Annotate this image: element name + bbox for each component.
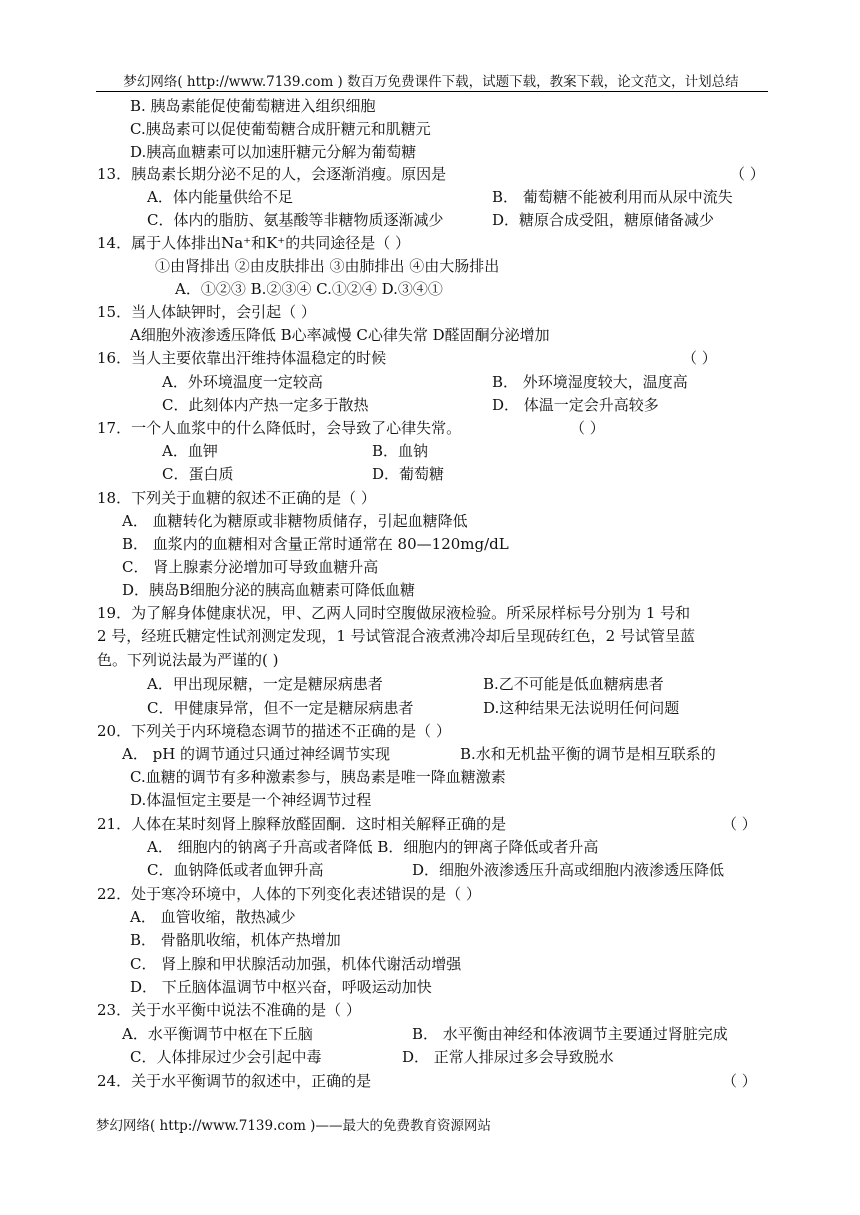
- q18-option-b: B． 血浆内的血糖相对含量正常时通常在 80—120mg/dL: [122, 535, 509, 553]
- q14-items: ①由肾排出 ②由皮肤排出 ③由肺排出 ④由大肠排出: [155, 257, 500, 275]
- q24-stem: 24．关于水平衡调节的叙述中，正确的是: [97, 1072, 372, 1090]
- q19-stem-line1: 19．为了解身体健康状况，甲、乙两人同时空腹做尿液检验。所采尿样标号分别为 1 号和: [97, 604, 691, 622]
- header-divider: [96, 91, 768, 92]
- q18-option-a: A． 血糖转化为糖原或非糖物质储存，引起血糖降低: [122, 512, 468, 530]
- q17-option-c: C．蛋白质: [162, 465, 234, 483]
- q19-stem-line3: 色。下列说法最为严谨的( ): [97, 651, 279, 669]
- q16-option-a: A．外环境温度一定较高: [162, 373, 323, 391]
- q21-stem: 21．人体在某时刻肾上腺释放醛固酮．这时相关解释正确的是: [97, 815, 507, 833]
- q19-option-c: C．甲健康异常，但不一定是糖尿病患者: [147, 699, 414, 717]
- q17-option-a: A．血钾: [162, 442, 218, 460]
- q16-answer-blank: （ ）: [682, 349, 717, 367]
- q21-option-c: C．血钠降低或者血钾升高: [147, 861, 324, 879]
- q23-option-c: C．人体排尿过少会引起中毒: [130, 1048, 322, 1066]
- q21-option-d: D．细胞外液渗透压升高或细胞内液渗透压降低: [412, 861, 725, 879]
- q24-answer-blank: （ ）: [722, 1072, 757, 1090]
- q16-option-d: D． 体温一定会升高较多: [492, 396, 659, 414]
- q13-option-a: A．体内能量供给不足: [147, 188, 293, 206]
- q20-option-b: B.水和无机盐平衡的调节是相互联系的: [460, 745, 716, 763]
- q21-options-ab: A． 细胞内的钠离子升高或者降低 B．细胞内的钾离子降低或者升高: [147, 838, 599, 856]
- q23-option-b: B． 水平衡由神经和体液调节主要通过肾脏完成: [412, 1025, 728, 1043]
- q19-option-a: A．甲出现尿糖，一定是糖尿病患者: [147, 675, 383, 693]
- q14-options: A．①②③ B.②③④ C.①②④ D.③④①: [175, 280, 443, 298]
- q19-option-d: D.这种结果无法说明任何问题: [483, 699, 680, 717]
- q17-answer-blank: （ ）: [570, 419, 605, 437]
- q13-stem: 13．胰岛素长期分泌不足的人，会逐渐消瘦。原因是: [97, 165, 447, 183]
- q22-option-d: D． 下丘脑体温调节中枢兴奋，呼吸运动加快: [130, 978, 432, 996]
- q23-option-a: A．水平衡调节中枢在下丘脑: [122, 1025, 313, 1043]
- q22-option-c: C． 肾上腺和甲状腺活动加强，机体代谢活动增强: [130, 955, 462, 973]
- q15-options: A细胞外液渗透压降低 B心率减慢 C心律失常 D醛固酮分泌增加: [130, 326, 550, 344]
- q13-option-b: B． 葡萄糖不能被利用而从尿中流失: [492, 188, 733, 206]
- q18-stem: 18．下列关于血糖的叙述不正确的是（ ）: [97, 489, 376, 507]
- q22-option-a: A． 血管收缩，散热减少: [130, 908, 296, 926]
- q17-option-d: D．葡萄糖: [372, 465, 445, 483]
- q16-option-c: C．此刻体内产热一定多于散热: [162, 396, 369, 414]
- q23-stem: 23．关于水平衡中说法不准确的是（ ）: [97, 1001, 361, 1019]
- page-header: 梦幻网络( http://www.7139.com ) 数百万免费课件下载，试题下载，教案下载，论文范文，计划总结: [123, 74, 739, 90]
- q12-option-c: C.胰岛素可以促使葡萄糖合成肝糖元和肌糖元: [130, 120, 431, 138]
- q16-stem: 16．当人主要依靠出汗维持体温稳定的时候: [97, 349, 387, 367]
- q13-option-c: C．体内的脂肪、氨基酸等非糖物质逐渐减少: [147, 211, 444, 229]
- q19-option-b: B.乙不可能是低血糖病患者: [483, 675, 664, 693]
- q18-option-d: D．胰岛B细胞分泌的胰高血糖素可降低血糖: [122, 581, 416, 599]
- q13-option-d: D．糖原合成受阻，糖原储备减少: [492, 211, 715, 229]
- q18-option-c: C． 肾上腺素分泌增加可导致血糖升高: [122, 558, 379, 576]
- q21-answer-blank: （ ）: [722, 815, 757, 833]
- q17-option-b: B．血钠: [372, 442, 429, 460]
- q16-option-b: B． 外环境湿度较大，温度高: [492, 373, 688, 391]
- page-footer: 梦幻网络( http://www.7139.com )——最大的免费教育资源网站: [96, 1118, 491, 1134]
- q20-stem: 20．下列关于内环境稳态调节的描述不正确的是（ ）: [97, 722, 451, 740]
- q15-stem: 15．当人体缺钾时，会引起（ ）: [97, 303, 316, 321]
- q17-stem: 17．一个人血浆中的什么降低时，会导致了心律失常。: [97, 419, 462, 437]
- q14-stem: 14．属于人体排出Na⁺和K⁺的共同途径是（ ）: [97, 234, 410, 252]
- q20-option-d: D.体温恒定主要是一个神经调节过程: [130, 791, 372, 809]
- q12-option-d: D.胰高血糖素可以加速肝糖元分解为葡萄糖: [130, 143, 417, 161]
- q22-option-b: B． 骨骼肌收缩，机体产热增加: [130, 931, 341, 949]
- q20-option-c: C.血糖的调节有多种激素参与，胰岛素是唯一降血糖激素: [130, 768, 506, 786]
- q20-option-a: A． pH 的调节通过只通过神经调节实现: [122, 745, 391, 763]
- q13-answer-blank: （ ）: [730, 165, 765, 183]
- q12-option-b: B. 胰岛素能促使葡萄糖进入组织细胞: [130, 97, 376, 115]
- q19-stem-line2: 2 号，经班氏糖定性试剂测定发现，1 号试管混合液煮沸冷却后呈现砖红色，2 号试管呈蓝: [97, 627, 695, 645]
- q22-stem: 22．处于寒冷环境中，人体的下列变化表述错误的是（ ）: [97, 885, 481, 903]
- q23-option-d: D． 正常人排尿过多会导致脱水: [402, 1048, 614, 1066]
